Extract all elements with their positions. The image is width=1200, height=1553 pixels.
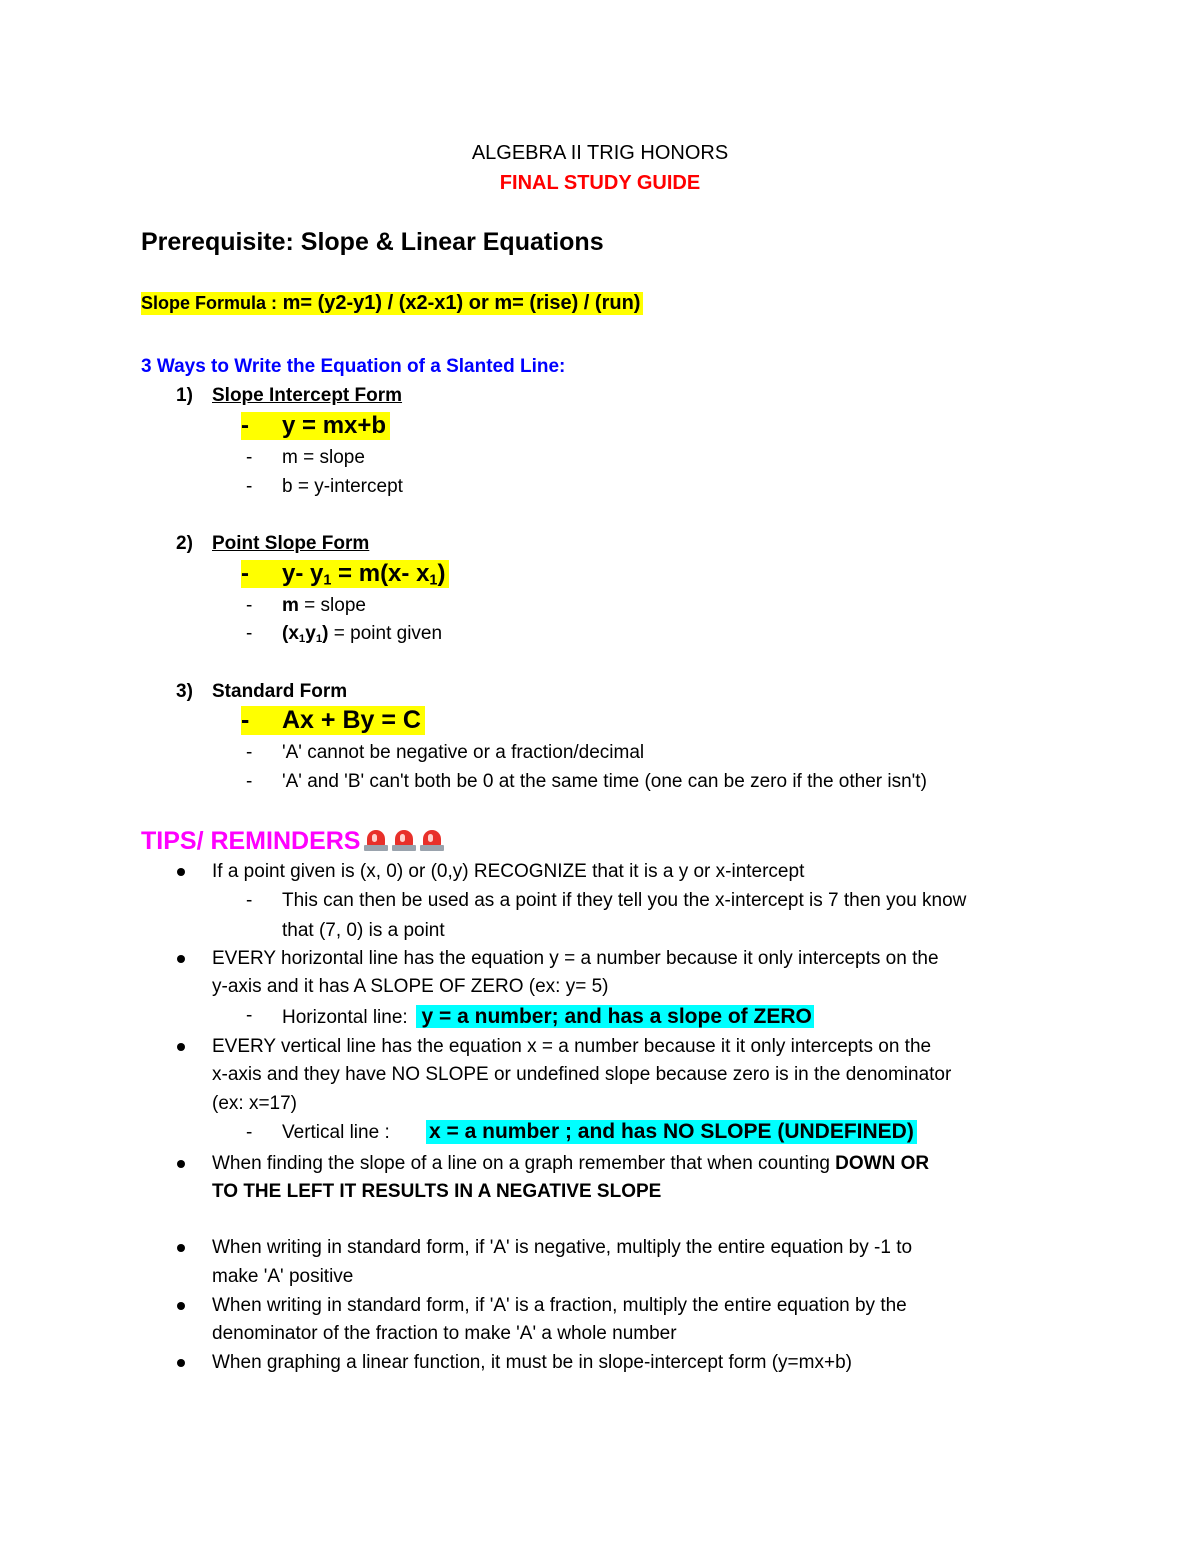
tip-1: If a point given is (x, 0) or (0,y) RECOGNIZE that it is a y or x-intercept: [212, 861, 805, 882]
form3-note-2: - 'A' and 'B' can't both be 0 at the same time (one can be zero if the other isn't): [246, 771, 927, 792]
slope-formula-label: Slope Formula :: [141, 293, 278, 313]
tip-6-line-1: When writing in standard form, if 'A' is a fraction, multiply the entire equation by the: [212, 1295, 907, 1316]
course-title: ALGEBRA II TRIG HONORS: [471, 142, 729, 164]
police-light-icon: [392, 826, 416, 852]
form1-note-2: - b = y-intercept: [246, 476, 403, 497]
tip-2-line-2: y-axis and it has A SLOPE OF ZERO (ex: y= 5): [212, 976, 609, 997]
ways-heading: 3 Ways to Write the Equation of a Slanted Line:: [141, 356, 566, 377]
form2-number: 2): [176, 533, 193, 554]
slope-formula: [141, 292, 643, 315]
bullet-dot: [177, 1359, 185, 1367]
tip-2-line-1: EVERY horizontal line has the equation y = a number because it only intercepts on the: [212, 948, 939, 969]
tip-1-sub-line-1: - This can then be used as a point if they tell you the x-intercept is 7 then you know: [246, 890, 967, 911]
tip-3-sub: - Vertical line : x = a number ; and has NO SLOPE (UNDEFINED): [246, 1122, 390, 1144]
bullet-dot: [177, 868, 185, 876]
form3-number: 3): [176, 681, 193, 702]
bullet-dot: [177, 1302, 185, 1310]
form1-equation: [241, 412, 390, 440]
tip-1-sub-line-2: that (7, 0) is a point: [282, 920, 445, 941]
tip-4-line-1: When finding the slope of a line on a graph remember that when counting DOWN OR: [212, 1153, 930, 1174]
form3-equation: - Ax + By = C: [241, 706, 425, 735]
page-subtitle: FINAL STUDY GUIDE: [499, 172, 701, 194]
bullet-dot: [177, 1043, 185, 1051]
tip-5-line-1: When writing in standard form, if 'A' is negative, multiply the entire equation by -1 to: [212, 1237, 913, 1258]
police-light-icon: [364, 826, 388, 852]
form1-dash: -: [241, 412, 249, 439]
tips-heading: TIPS/ REMINDERS: [141, 826, 444, 856]
tip-3-line-2: x-axis and they have NO SLOPE or undefined slope because zero is in the denominator: [212, 1064, 952, 1085]
form1-equation-text: y = mx+b: [282, 412, 387, 439]
tip-7: When graphing a linear function, it must be in slope-intercept form (y=mx+b): [212, 1352, 852, 1373]
tip-4-line-2: TO THE LEFT IT RESULTS IN A NEGATIVE SLOPE: [212, 1181, 662, 1202]
slope-formula-equation: m= (y2-y1) / (x2-x1) or m= (rise) / (run): [277, 292, 641, 314]
tip-5-line-2: make 'A' positive: [212, 1266, 354, 1287]
bullet-dot: [177, 955, 185, 963]
police-light-icon: [420, 826, 444, 852]
section-title: Prerequisite: Slope & Linear Equations: [141, 228, 604, 256]
form2-equation: - y- $y_1 = m(x-$ $x_1$): [241, 560, 449, 588]
vertical-line-rule: x = a number ; and has NO SLOPE (UNDEFINED): [426, 1120, 917, 1144]
tip-2-sub: - Horizontal line: y = a number; and has a slope of ZERO: [246, 1005, 812, 1028]
form1-note-1: - m = slope: [246, 447, 365, 468]
form2-note-1: - m = slope: [246, 595, 366, 616]
form2-note-2: - $(x_1y_1)$ = point given: [246, 623, 443, 645]
tip-3-line-3: (ex: x=17): [212, 1093, 298, 1114]
tip-6-line-2: denominator of the fraction to make 'A' a whole number: [212, 1323, 677, 1344]
bullet-dot: [177, 1160, 185, 1168]
form1-name: Slope Intercept Form: [212, 385, 403, 406]
form1-number: 1): [176, 385, 193, 406]
horizontal-line-rule: y = a number; and has a slope of ZERO: [415, 1005, 812, 1028]
form2-name: Point Slope Form: [212, 533, 370, 554]
bullet-dot: [177, 1244, 185, 1252]
form3-name: Standard Form: [212, 681, 348, 702]
form3-note-1: - 'A' cannot be negative or a fraction/decimal: [246, 742, 645, 763]
tip-3-line-1: EVERY vertical line has the equation x = a number because it it only intercepts on the: [212, 1036, 932, 1057]
